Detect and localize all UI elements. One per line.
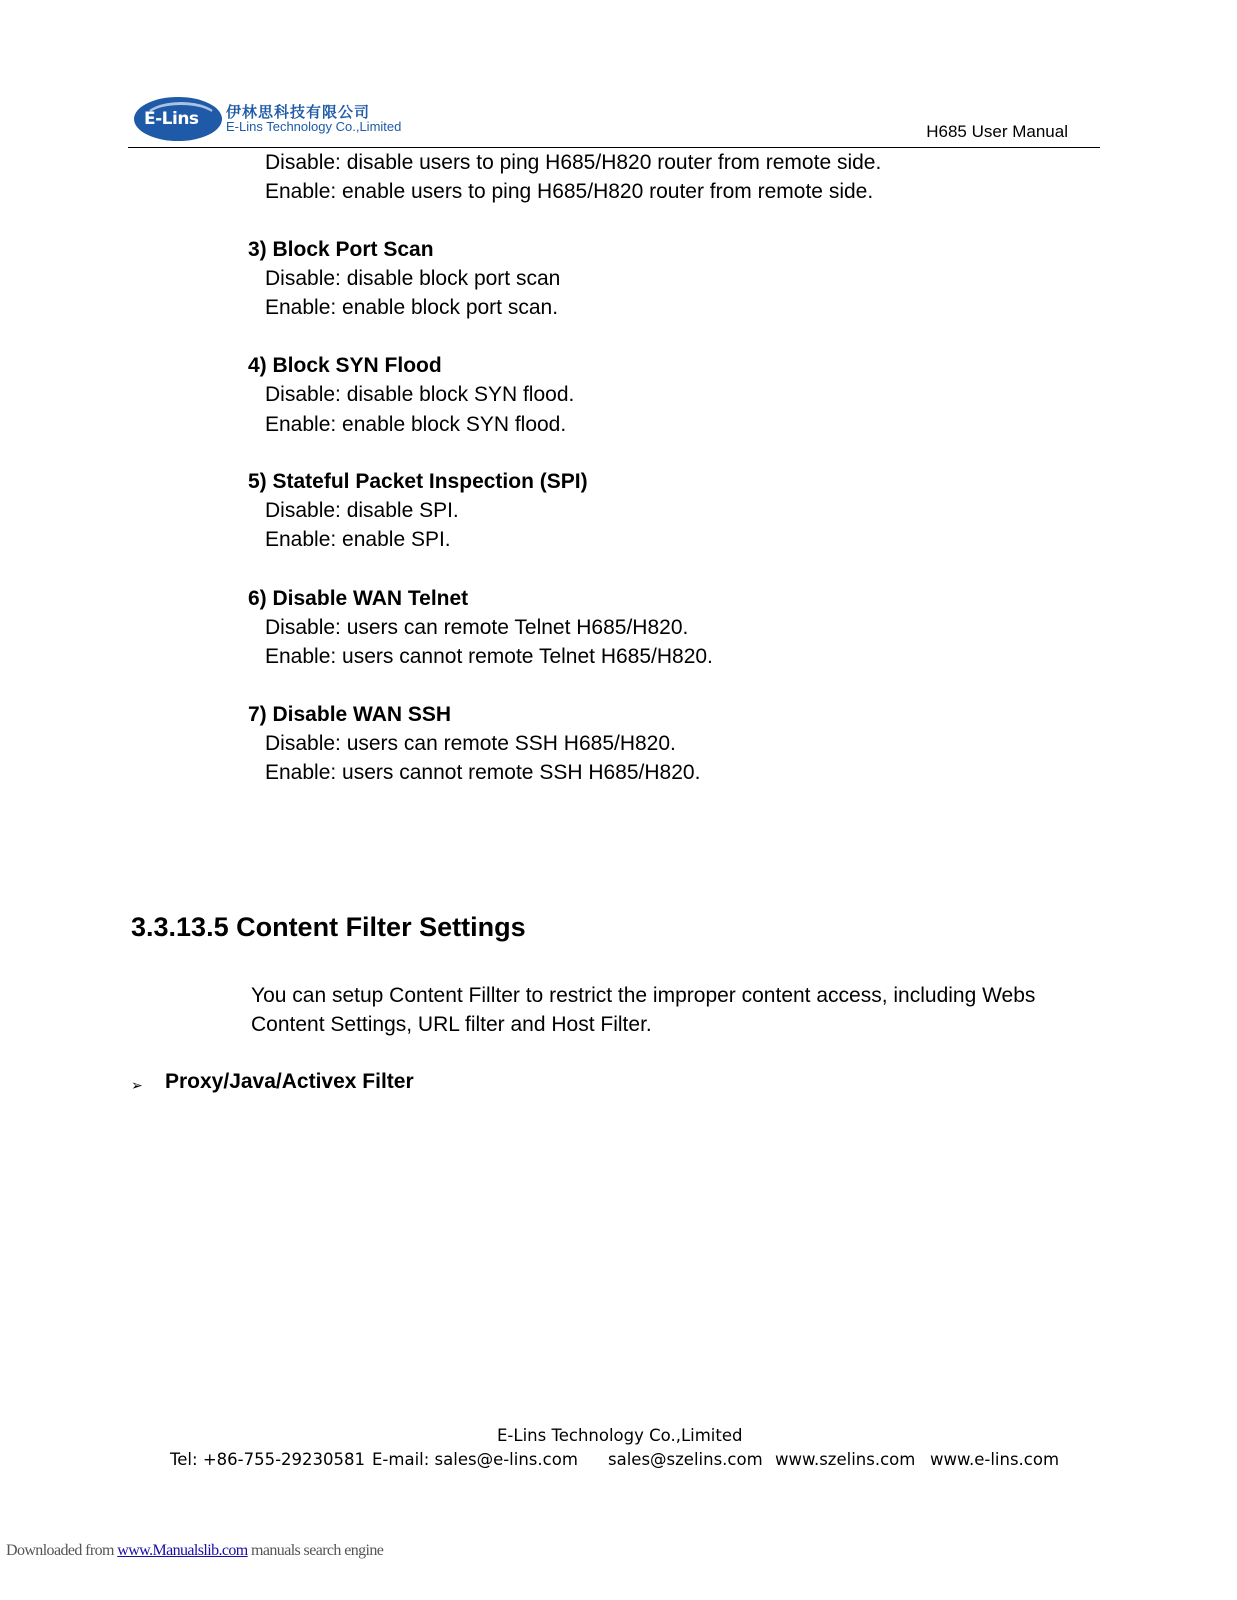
section-title: 3.3.13.5 Content Filter Settings	[131, 912, 526, 942]
download-suffix: manuals search engine	[247, 1542, 384, 1559]
footer-email-2: sales@szelins.com	[608, 1450, 763, 1469]
item-line: Disable: disable SPI.	[265, 499, 459, 522]
download-notice	[6, 1542, 383, 1560]
header-divider	[128, 147, 1100, 148]
manual-title: H685 User Manual	[926, 122, 1068, 141]
manualslib-link[interactable]: www.Manualslib.com	[117, 1542, 248, 1559]
item-line: Disable: disable block SYN flood.	[265, 383, 575, 406]
logo-ellipse-icon	[134, 97, 222, 141]
item-line: Enable: users cannot remote SSH H685/H820.	[265, 761, 701, 784]
logo-mark: E-Lins	[144, 109, 199, 129]
item-line: Enable: enable block port scan.	[265, 296, 559, 319]
intro-line-enable: Enable: enable users to ping H685/H820 router from remote side.	[265, 180, 874, 203]
item-line: Enable: enable block SYN flood.	[265, 413, 567, 436]
item-line: Disable: users can remote Telnet H685/H820.	[265, 616, 689, 639]
item-line: Disable: users can remote SSH H685/H820.	[265, 732, 676, 755]
footer-email: E-mail: sales@e-lins.com	[372, 1450, 578, 1469]
footer-web-1: www.szelins.com	[775, 1450, 916, 1469]
footer-tel: Tel: +86-755-29230581	[170, 1450, 366, 1469]
item-line: Disable: disable block port scan	[265, 267, 561, 290]
footer-company: E-Lins Technology Co.,Limited	[497, 1426, 743, 1445]
section-paragraph-line: You can setup Content Fillter to restrict the improper content access, including Webs	[251, 984, 1036, 1007]
item-line: Enable: users cannot remote Telnet H685/H820.	[265, 645, 713, 668]
item-heading-spi: 5) Stateful Packet Inspection (SPI)	[248, 470, 588, 493]
section-paragraph-line: Content Settings, URL filter and Host Filter.	[251, 1013, 652, 1036]
item-heading-block-syn-flood: 4) Block SYN Flood	[248, 354, 442, 377]
intro-line-disable: Disable: disable users to ping H685/H820 router from remote side.	[265, 151, 882, 174]
item-heading-disable-wan-ssh: 7) Disable WAN SSH	[248, 703, 452, 726]
arrow-bullet-icon: ➢	[131, 1077, 143, 1093]
item-heading-block-port-scan: 3) Block Port Scan	[248, 238, 434, 261]
download-prefix: Downloaded from	[6, 1542, 118, 1559]
logo-company-en: E-Lins Technology Co.,Limited	[226, 119, 402, 134]
logo-company-cn: 伊林思科技有限公司	[226, 104, 371, 121]
company-logo	[134, 94, 434, 144]
footer-web-2: www.e-lins.com	[930, 1450, 1060, 1469]
bullet-heading-proxy-filter: Proxy/Java/Activex Filter	[165, 1070, 414, 1093]
item-heading-disable-wan-telnet: 6) Disable WAN Telnet	[248, 587, 469, 610]
item-line: Enable: enable SPI.	[265, 528, 451, 551]
